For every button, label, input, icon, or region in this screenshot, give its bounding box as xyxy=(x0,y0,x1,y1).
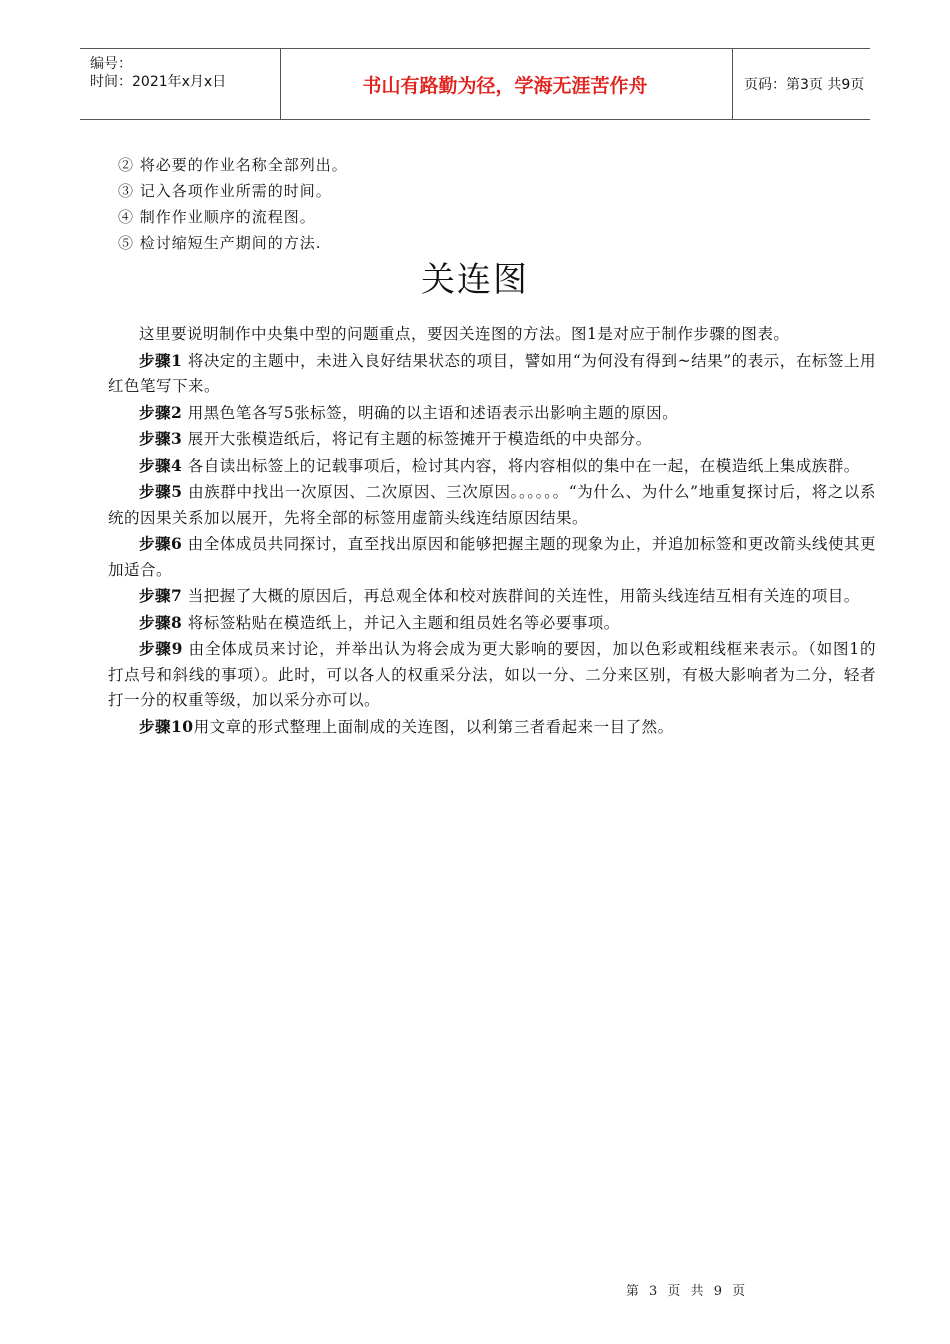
step-paragraph xyxy=(108,531,876,583)
step-paragraph xyxy=(108,348,876,400)
step-text: 由全体成员来讨论，并举出认为将会成为更大影响的要因，加以色彩或粗线框来表示。（如图1的打点号和斜线的事项）。此时，可以各人的权重采分法，如以一分、二分来区别，有极大影响者为二分，轻者打一分的权重等级，加以采分亦可以。 xyxy=(108,640,876,709)
step-paragraph xyxy=(108,610,876,637)
step-text: 由族群中找出一次原因、二次原因、三次原因。。。。。。“为什么、为什么”地重复探讨后，将之以系统的因果关系加以展开，先将全部的标签用虚箭头线连结原因结果。 xyxy=(108,483,876,527)
step-label: 步骤8 xyxy=(139,612,183,632)
list-item: ⑤ 检讨缩短生产期间的方法. xyxy=(118,234,322,252)
step-label: 步骤1 xyxy=(139,350,183,370)
header-table xyxy=(80,48,870,120)
step-paragraph xyxy=(108,583,876,610)
header-motto: 书山有路勤为径，学海无涯苦作舟 xyxy=(362,74,648,97)
step-paragraph xyxy=(108,453,876,480)
step-paragraph xyxy=(108,426,876,453)
step-paragraph xyxy=(108,714,876,741)
step-text: 各自读出标签上的记载事项后，检讨其内容，将内容相似的集中在一起，在模造纸上集成族群。 xyxy=(182,456,860,475)
step-label: 步骤9 xyxy=(139,639,183,658)
intro-paragraph: 这里要说明制作中央集中型的问题重点，要因关连图的方法。图1是对应于制作步骤的图表。 xyxy=(139,325,790,343)
step-label: 步骤10 xyxy=(139,716,194,736)
step-text: 用文章的形式整理上面制成的关连图，以利第三者看起来一目了然。 xyxy=(193,717,674,736)
footer-page-number: 第 3 页 共 9 页 xyxy=(625,1284,749,1299)
step-text: 用黑色笔各写5张标签，明确的以主语和述语表示出影响主题的原因。 xyxy=(182,403,679,422)
step-text: 将决定的主题中，未进入良好结果状态的项目，譬如用“为何没有得到~结果”的表示，在标签上用红色笔写下来。 xyxy=(108,351,876,395)
step-label: 步骤5 xyxy=(139,482,183,501)
list-item: ④ 制作作业顺序的流程图。 xyxy=(118,208,316,226)
page-indicator: 页码：第3页 共9页 xyxy=(744,77,865,93)
page-footer xyxy=(0,1280,950,1299)
list-item: ③ 记入各项作业所需的时间。 xyxy=(118,182,332,200)
step-paragraph xyxy=(108,636,876,714)
header-meta xyxy=(90,55,270,91)
step-text: 当把握了大概的原因后，再总观全体和校对族群间的关连性，用箭头线连结互相有关连的项目。 xyxy=(182,587,860,605)
step-text: 由全体成员共同探讨，直至找出原因和能够把握主题的现象为止，并追加标签和更改箭头线使其更加适合。 xyxy=(108,535,876,579)
page-title: 关连图 xyxy=(421,260,529,300)
step-label: 步骤6 xyxy=(139,534,183,553)
step-text: 展开大张模造纸后，将记有主题的标签摊开于模造纸的中央部分。 xyxy=(182,430,652,448)
time-label: 时间：2021年x月x日 xyxy=(90,74,227,90)
list-item: ② 将必要的作业名称全部列出。 xyxy=(118,156,348,174)
step-label: 步骤4 xyxy=(139,455,183,475)
procedure-list xyxy=(118,152,348,256)
step-label: 步骤3 xyxy=(139,429,183,448)
step-paragraph xyxy=(108,400,876,427)
step-label: 步骤7 xyxy=(139,586,183,605)
step-label: 步骤2 xyxy=(139,402,183,422)
body-text xyxy=(108,322,876,740)
step-paragraph xyxy=(108,479,876,531)
header-divider xyxy=(732,49,733,119)
number-label: 编号： xyxy=(90,56,132,72)
step-text: 将标签粘贴在模造纸上，并记入主题和组员姓名等必要事项。 xyxy=(182,613,620,632)
